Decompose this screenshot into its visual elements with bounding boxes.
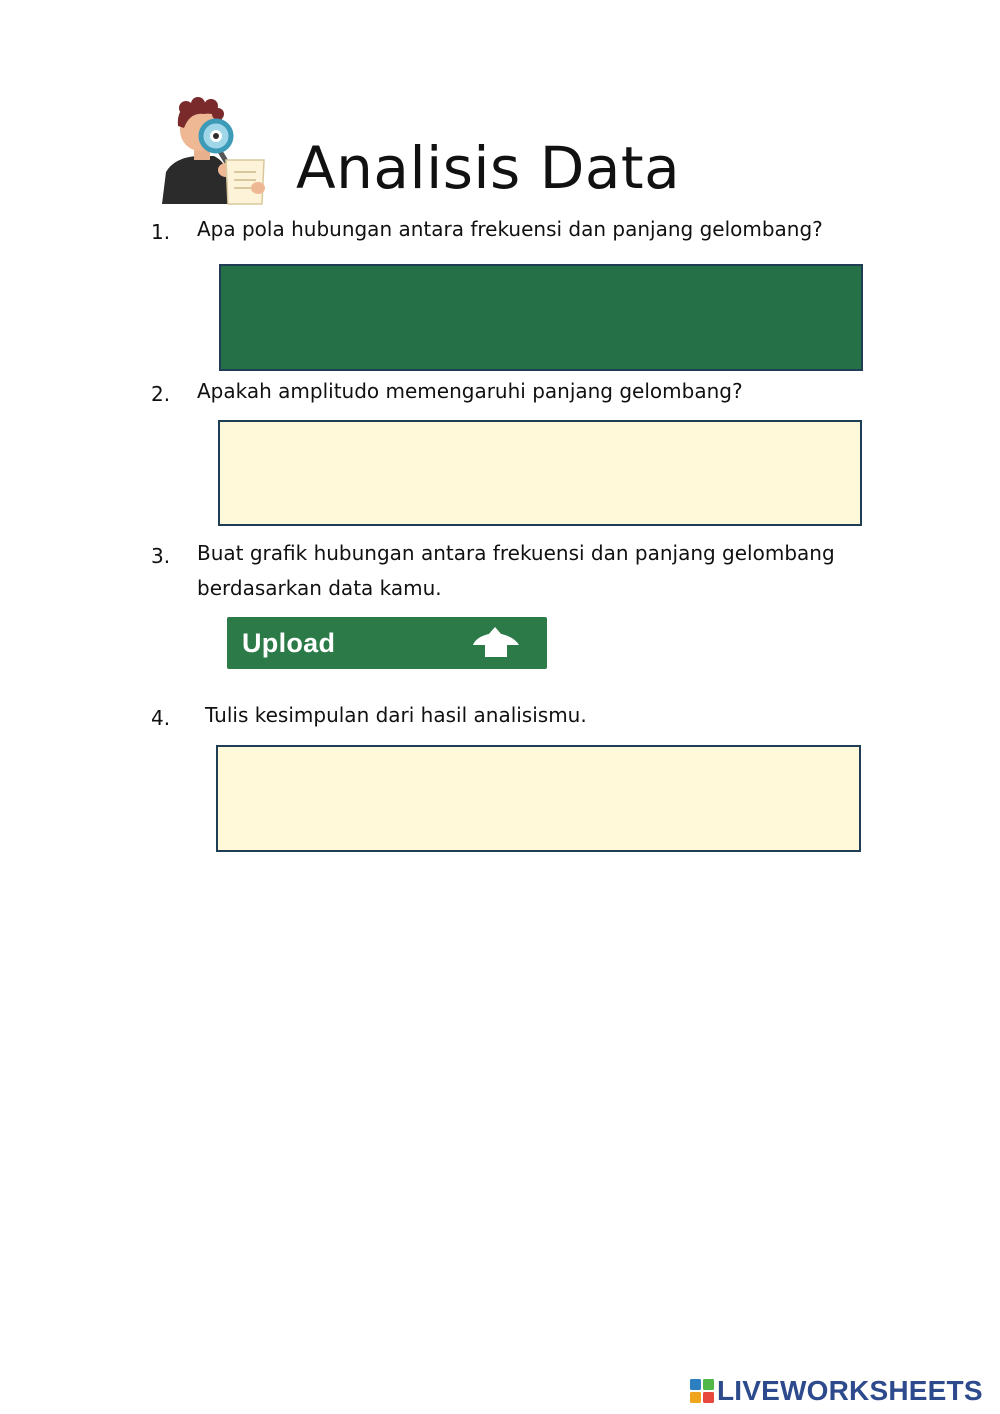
question-2-number: 2.	[151, 382, 171, 406]
liveworksheets-logo-icon	[690, 1379, 714, 1403]
upload-label: Upload	[242, 628, 336, 658]
question-1-text: Apa pola hubungan antara frekuensi dan panjang gelombang?	[197, 217, 823, 241]
question-2-text: Apakah amplitudo memengaruhi panjang gelombang?	[197, 379, 743, 403]
question-4-number: 4.	[151, 706, 171, 730]
answer-2-input[interactable]	[218, 420, 862, 526]
upload-button[interactable]	[227, 617, 547, 669]
liveworksheets-brand	[690, 1374, 983, 1408]
question-3-number: 3.	[151, 544, 171, 568]
upload-arrow-icon	[467, 627, 527, 661]
answer-4-input[interactable]	[216, 745, 861, 852]
page-title: Analisis Data	[296, 134, 681, 202]
question-1-number: 1.	[151, 220, 171, 244]
brand-name: LIVEWORKSHEETS	[717, 1375, 983, 1406]
question-4-text: Tulis kesimpulan dari hasil analisismu.	[205, 703, 587, 727]
answer-1-input[interactable]	[219, 264, 863, 371]
detective-illustration	[156, 96, 268, 206]
question-3-text: Buat grafik hubungan antara frekuensi dan panjang gelombang berdasarkan data kamu.	[197, 541, 835, 600]
